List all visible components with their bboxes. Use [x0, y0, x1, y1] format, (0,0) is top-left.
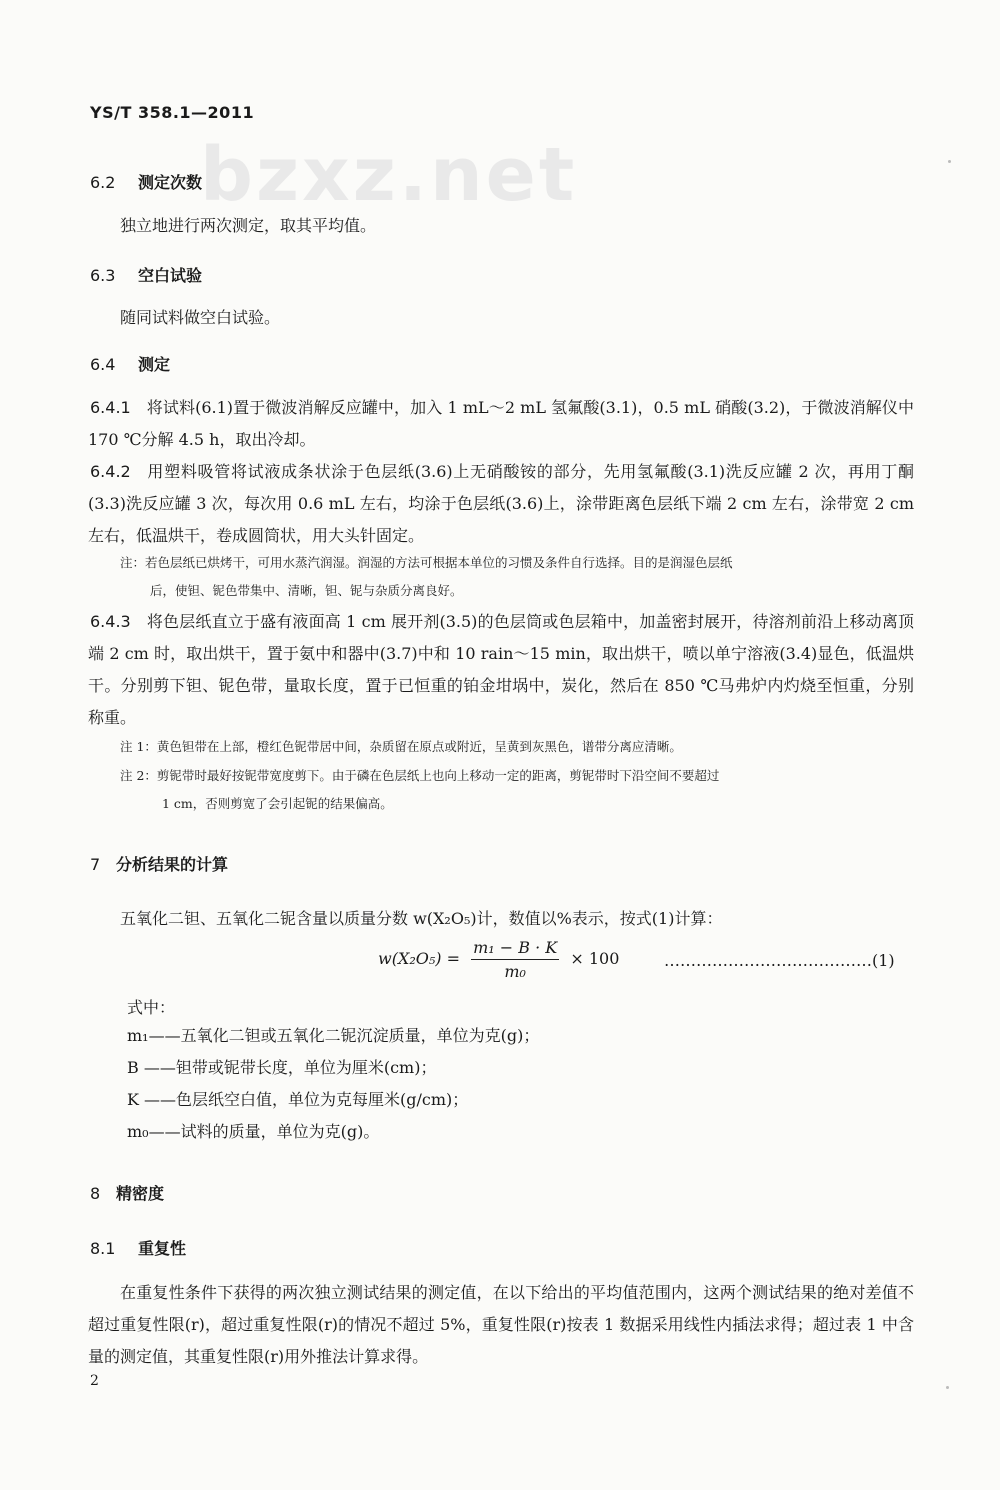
clause-text: 用塑料吸管将试液成条状涂于色层纸(3.6)上无硝酸铵的部分，先用氢氟酸(3.1)洗反应罐 2 次，再用丁酮(3.3)洗反应罐 3 次，每次用 0.6 mL 左右，均涂于色层纸(3.6)上，涂带距离色层纸下端 2 cm 左右，涂带宽 2 cm 左右，低温烘干，卷成圆筒状，用大头针固定。	[88, 462, 914, 545]
heading-6-4	[90, 352, 170, 375]
paragraph-6-4-1	[88, 392, 914, 456]
heading-6-2	[90, 170, 202, 193]
section-number: 7	[90, 855, 101, 874]
clause-number: 6.4.1	[90, 398, 131, 417]
formula-lhs: w(X₂O₅) =	[378, 949, 461, 968]
formula-reference: …………………………………(1)	[664, 951, 895, 970]
watermark: bzxz.net	[200, 132, 578, 218]
heading-7	[90, 852, 228, 875]
definition-m1: m₁——五氧化二钽或五氧化二铌沉淀质量，单位为克(g)；	[127, 1026, 540, 1045]
note-6-4-2-line-2: 后，使钽、铌色带集中、清晰，钽、铌与杂质分离良好。	[150, 583, 463, 598]
paragraph-6-4-2	[88, 456, 914, 552]
note-6-4-2-line-1: 注：若色层纸已烘烤干，可用水蒸汽润湿。润湿的方法可根据本单位的习惯及条件自行选择。目的是润湿色层纸	[120, 555, 733, 570]
clause-text: 将色层纸直立于盛有液面高 1 cm 展开剂(3.5)的色层筒或色层箱中，加盖密封展开，待溶剂前沿上移动离顶端 2 cm 时，取出烘干，置于氨中和器中(3.7)中和 10 rain～15 min，取出烘干，喷以单宁溶液(3.4)显色，低温烘干。分别剪下钽、铌色带，量取长度，置于已恒重的铂金坩埚中，炭化，然后在 850 ℃马弗炉内灼烧至恒重，分别称重。	[88, 612, 914, 727]
definition-k: K ——色层纸空白值，单位为克每厘米(g/cm)；	[127, 1090, 469, 1109]
section-number: 6.3	[90, 266, 116, 285]
page-number: 2	[90, 1373, 99, 1389]
paragraph-6-4-3	[88, 606, 914, 734]
formula-denominator: m₀	[504, 962, 526, 981]
section-number: 6.4	[90, 355, 116, 374]
section-title: 测定	[138, 355, 171, 374]
calculation-intro: 五氧化二钽、五氧化二铌含量以质量分数 w(X₂O₅)计，数值以%表示，按式(1)计算：	[120, 909, 723, 928]
standard-code: YS/T 358.1—2011	[90, 103, 255, 122]
paragraph-6-3: 随同试料做空白试验。	[120, 308, 281, 327]
clause-text: 将试料(6.1)置于微波消解反应罐中，加入 1 mL～2 mL 氢氟酸(3.1)，0.5 mL 硝酸(3.2)，于微波消解仪中 170 ℃分解 4.5 h，取出冷却。	[88, 398, 914, 449]
formula-1	[378, 938, 619, 981]
section-title: 精密度	[116, 1184, 165, 1203]
paragraph-6-2: 独立地进行两次测定，取其平均值。	[120, 216, 377, 235]
scan-speck	[946, 1386, 949, 1389]
clause-number: 6.4.3	[90, 612, 131, 631]
definition-m0: m₀——试料的质量，单位为克(g)。	[127, 1122, 380, 1141]
section-title: 空白试验	[138, 266, 203, 285]
definition-b: B ——钽带或铌带长度，单位为厘米(cm)；	[127, 1058, 437, 1077]
note-1: 注 1：黄色钽带在上部，橙红色铌带居中间，杂质留在原点或附近，呈黄到灰黑色，谱带分离应清晰。	[120, 739, 682, 754]
note-2-line-1: 注 2：剪铌带时最好按铌带宽度剪下。由于磷在色层纸上也向上移动一定的距离，剪铌带时下沿空间不要超过	[120, 768, 720, 783]
formula-fraction	[471, 938, 559, 981]
formula-numerator: m₁ − B · K	[471, 938, 559, 960]
section-number: 8	[90, 1184, 101, 1203]
section-title: 测定次数	[138, 173, 203, 192]
section-title: 重复性	[138, 1239, 187, 1258]
formula-rhs: × 100	[570, 949, 620, 968]
section-title: 分析结果的计算	[116, 855, 229, 874]
where-label: 式中：	[127, 998, 176, 1017]
paragraph-8-1: 在重复性条件下获得的两次独立测试结果的测定值，在以下给出的平均值范围内，这两个测试结果的绝对差值不超过重复性限(r)，超过重复性限(r)的情况不超过 5%，重复性限(r)按表 1 数据采用线性内插法求得；超过表 1 中含量的测定值，其重复性限(r)用外推法计算求得。	[88, 1283, 914, 1366]
heading-6-3	[90, 263, 202, 286]
section-number: 8.1	[90, 1239, 116, 1258]
section-number: 6.2	[90, 173, 116, 192]
heading-8-1	[90, 1236, 186, 1259]
scan-speck	[948, 160, 951, 163]
note-2-line-2: 1 cm，否则剪宽了会引起铌的结果偏高。	[162, 796, 393, 811]
heading-8	[90, 1181, 164, 1204]
clause-number: 6.4.2	[90, 462, 131, 481]
variable-definitions	[127, 1020, 539, 1148]
